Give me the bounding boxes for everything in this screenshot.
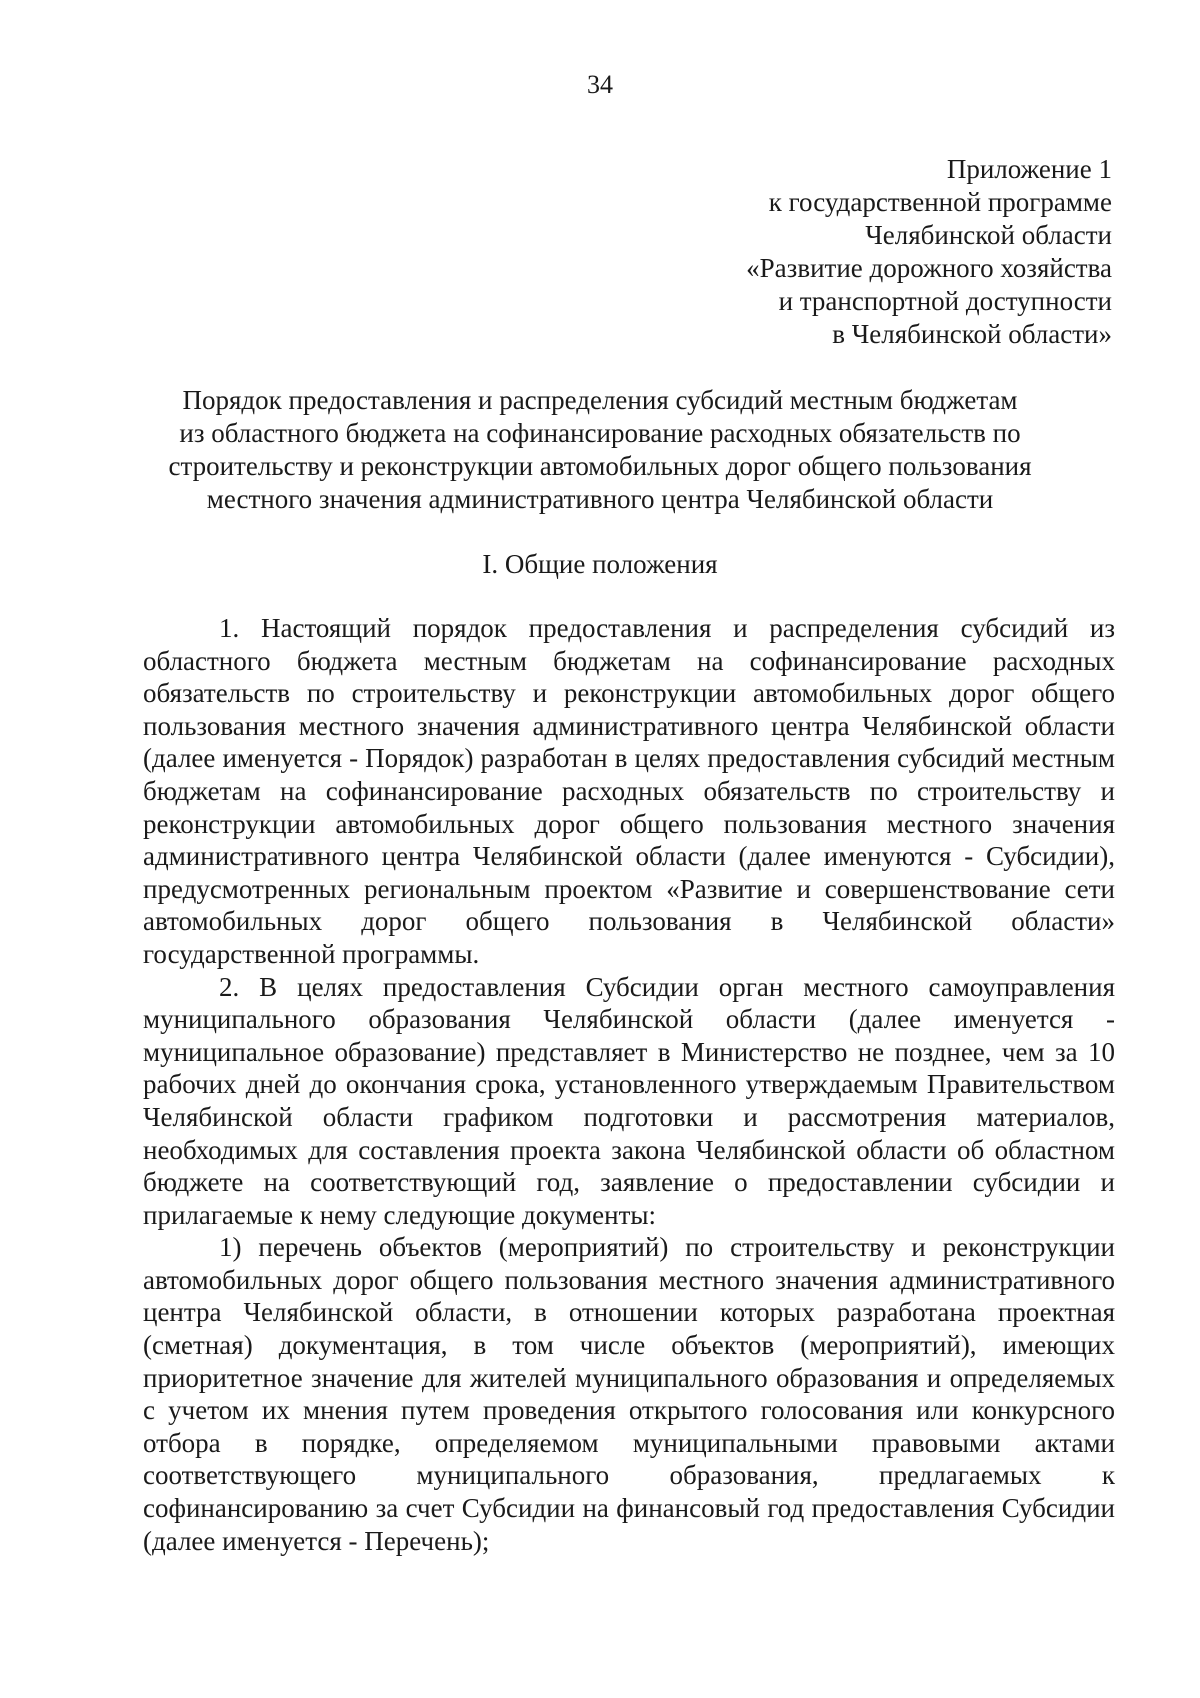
title-line: местного значения административного центра Челябинской области — [206, 484, 994, 514]
appendix-line: к государственной программе — [768, 187, 1112, 217]
title-line: из областного бюджета на софинансирование расходных обязательств по — [179, 418, 1021, 448]
appendix-line: Челябинской области — [865, 220, 1112, 250]
paragraph-2-item-1: 1) перечень объектов (мероприятий) по строительству и реконструкции автомобильных дорог общего пользования местного значения административного центра Челябинской области, в отношении которых разработана проектная (сметная) документация, в том числе объектов (мероприятий), имеющих приоритетное значение для жителей муниципального образования и определяемых с учетом их мнения путем проведения открытого голосования или конкурсного отбора в порядке, определяемом муниципальными правовыми актами соответствующего муниципального образования, предлагаемых к софинансированию за счет Субсидии на финансовый год предоставления Субсидии (далее именуется - Перечень); — [143, 1232, 1115, 1556]
title-line: строительству и реконструкции автомобильных дорог общего пользования — [168, 451, 1032, 481]
appendix-line: Приложение 1 — [946, 154, 1112, 184]
body-text — [143, 612, 1115, 1557]
paragraph-2: 2. В целях предоставления Субсидии орган местного самоуправления муниципального образования Челябинской области (далее именуется - муниципальное образование) представляет в Министерство не позднее, чем за 10 рабочих дней до окончания срока, установленного утверждаемым Правительством Челябинской области графиком подготовки и рассмотрения материалов, необходимых для составления проекта закона Челябинской области об областном бюджете на соответствующий год, заявление о предоставлении субсидии и прилагаемые к нему следующие документы: — [143, 971, 1115, 1230]
appendix-line: «Развитие дорожного хозяйства — [746, 253, 1112, 283]
page-number: 34 — [587, 70, 613, 99]
paragraph-1: 1. Настоящий порядок предоставления и распределения субсидий из областного бюджета местным бюджетам на софинансирование расходных обязательств по строительству и реконструкции автомобильных дорог общего пользования местного значения административного центра Челябинской области (далее именуется - Порядок) разработан в целях предоставления субсидий местным бюджетам на софинансирование расходных обязательств по строительству и реконструкции автомобильных дорог общего пользования местного значения административного центра Челябинской области (далее именуются - Субсидии), предусмотренных региональным проектом «Развитие и совершенствование сети автомобильных дорог общего пользования в Челябинской области» государственной программы. — [143, 613, 1115, 969]
appendix-line: в Челябинской области» — [832, 319, 1112, 349]
appendix-block — [412, 153, 1112, 351]
title-line: Порядок предоставления и распределения субсидий местным бюджетам — [182, 385, 1018, 415]
appendix-line: и транспортной доступности — [778, 286, 1112, 316]
document-title — [120, 384, 1080, 516]
section-heading: I. Общие положения — [482, 549, 718, 579]
